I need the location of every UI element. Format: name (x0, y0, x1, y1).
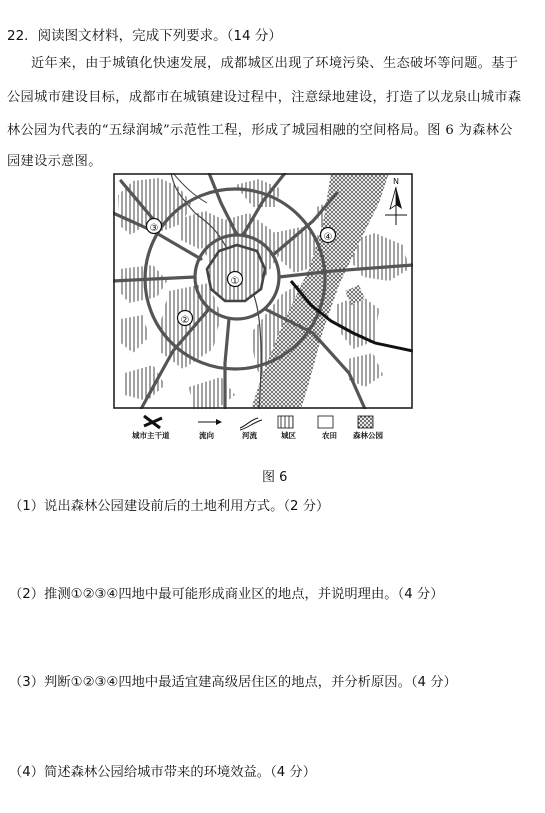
site-1-label: ① (230, 276, 240, 287)
material-paragraph-line-3: 林公园为代表的“五绿润城”示范性工程，形成了城园相融的空间格局。图 6 为森林公 (7, 123, 513, 138)
flow-direction-legend-icon (198, 419, 222, 425)
material-paragraph-line-4: 园建设示意图。 (7, 154, 102, 169)
site-4-label: ④ (323, 232, 333, 243)
urban-legend-icon (278, 416, 293, 428)
subquestion-3: （3）判断①②③④四地中最适宜建高级居住区的地点，并分析原因。（4 分） (9, 675, 457, 690)
subquestion-4: （4）简述森林公园给城市带来的环境效益。（4 分） (9, 765, 317, 780)
material-paragraph-line-1: 近年来，由于城镇化快速发展，成都城区出现了环境污染、生态破坏等问题。基于 (31, 56, 519, 71)
forest-park-map-figure (113, 173, 413, 409)
forest-park-legend-icon (358, 416, 373, 428)
farmland-legend-icon (318, 416, 333, 428)
subquestion-1: （1）说出森林公园建设前后的土地利用方式。（2 分） (9, 499, 330, 514)
river-legend-icon (240, 418, 262, 430)
legend-forest-park: 森林公园 (353, 431, 383, 440)
site-3-label: ③ (149, 223, 159, 234)
main-road-legend-icon (144, 416, 162, 428)
legend-farmland: 农田 (322, 431, 337, 440)
subquestion-2: （2）推测①②③④四地中最可能形成商业区的地点，并说明理由。（4 分） (9, 587, 444, 602)
north-label: N (393, 177, 399, 186)
forest-park-map (113, 173, 413, 409)
legend-symbols (140, 412, 400, 432)
question-title: 22．阅读图文材料，完成下列要求。（14 分） (7, 28, 282, 44)
legend-river: 河流 (242, 431, 257, 440)
site-2-label: ② (180, 315, 190, 326)
legend-main-road: 城市主干道 (132, 431, 170, 440)
legend-urban-area: 城区 (281, 431, 296, 440)
material-paragraph-line-2: 公园城市建设目标，成都市在城镇建设过程中，注意绿地建设，打造了以龙泉山城市森 (7, 90, 522, 105)
figure-caption: 图 6 (262, 470, 288, 485)
legend-flow-direction: 流向 (199, 431, 214, 440)
